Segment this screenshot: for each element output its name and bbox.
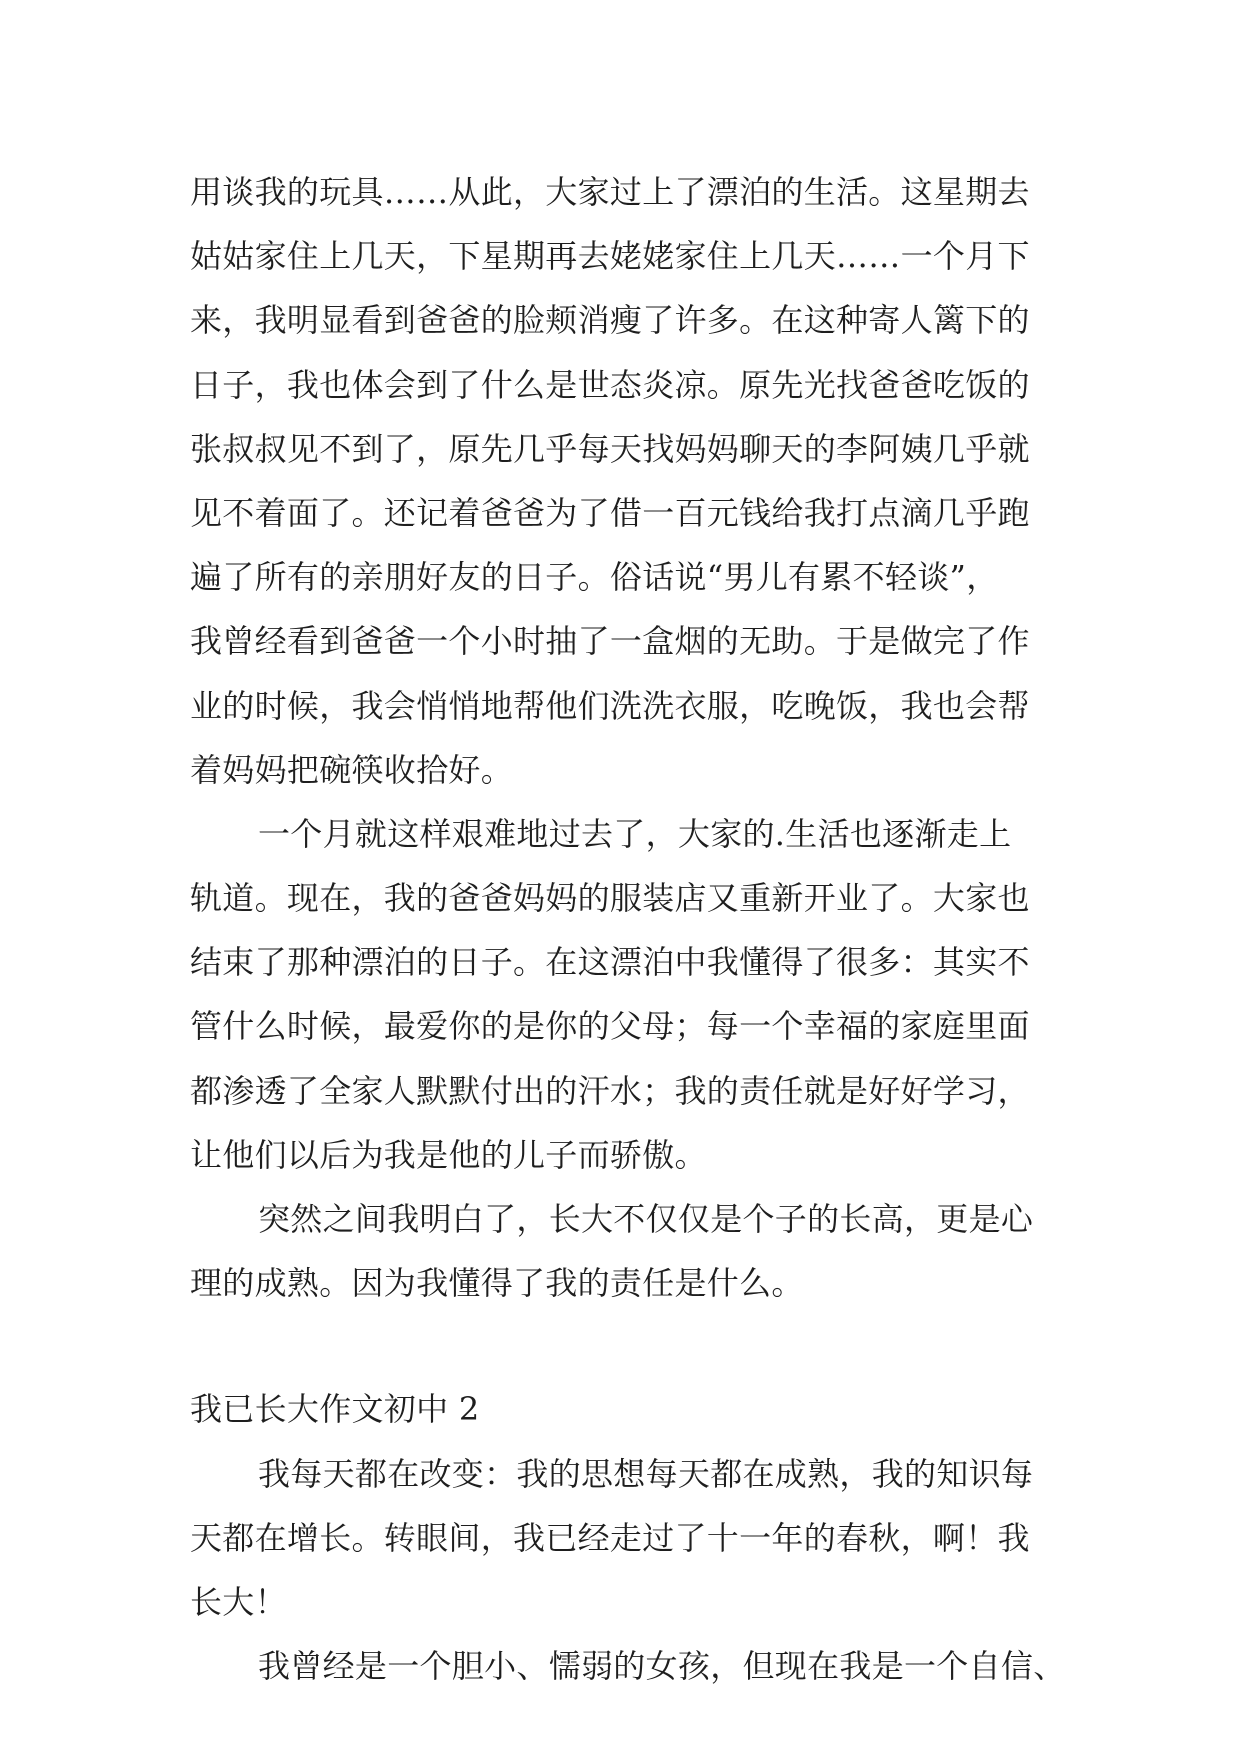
text-line: 来，我明显看到爸爸的脸颊消瘦了许多。在这种寄人篱下的 (190, 301, 1030, 340)
section-paragraph-2 (190, 1634, 1066, 1698)
text-line: 业的时候，我会悄悄地帮他们洗洗衣服，吃晚饭，我也会帮 (190, 686, 1030, 725)
text-line: 长大！ (190, 1582, 287, 1621)
text-line: 都渗透了全家人默默付出的汗水；我的责任就是好好学习， (190, 1071, 1030, 1110)
text-line: 我曾经看到爸爸一个小时抽了一盒烟的无助。于是做完了作 (190, 622, 1030, 661)
section-title: 我已长大作文初中 2 (190, 1390, 480, 1429)
paragraph-2 (190, 802, 1060, 1187)
text-line: 我每天都在改变：我的思想每天都在成熟，我的知识每 (258, 1454, 1034, 1493)
text-line: 用谈我的玩具……从此，大家过上了漂泊的生活。这星期去 (190, 173, 1030, 211)
section-spacer (190, 1315, 1060, 1377)
text-line: 突然之间我明白了，长大不仅仅是个子的长高，更是心 (258, 1200, 1034, 1238)
text-line: 遍了所有的亲朋好友的日子。俗话说“男儿有累不轻谈”， (190, 558, 999, 597)
paragraph-3 (190, 1187, 1060, 1315)
section-paragraph-1 (190, 1442, 1060, 1635)
text-line: 张叔叔见不到了，原先几乎每天找妈妈聊天的李阿姨几乎就 (190, 429, 1030, 468)
text-line: 一个月就这样艰难地过去了，大家的.生活也逐渐走上 (258, 814, 1012, 853)
text-line: 管什么时候，最爱你的是你的父母；每一个幸福的家庭里面 (190, 1007, 1030, 1046)
text-line: 轨道。现在，我的爸爸妈妈的服装店又重新开业了。大家也 (190, 879, 1030, 918)
paragraph-1 (190, 160, 1060, 802)
text-line: 见不着面了。还记着爸爸为了借一百元钱给我打点滴几乎跑 (190, 493, 1030, 532)
text-line: 日子，我也体会到了什么是世态炎凉。原先光找爸爸吃饭的 (190, 365, 1030, 404)
document-body (190, 160, 1066, 1698)
text-line: 姑姑家住上几天，下星期再去姥姥家住上几天……一个月下 (190, 237, 1030, 276)
text-line: 让他们以后为我是他的儿子而骄傲。 (190, 1135, 707, 1174)
text-line: 理的成熟。因为我懂得了我的责任是什么。 (190, 1264, 804, 1303)
text-line: 着妈妈把碗筷收拾好。 (190, 750, 514, 789)
text-line: 结束了那种漂泊的日子。在这漂泊中我懂得了很多：其实不 (190, 943, 1030, 982)
text-line: 我曾经是一个胆小、懦弱的女孩，但现在我是一个自信、 (258, 1647, 1066, 1686)
text-line: 天都在增长。转眼间，我已经走过了十一年的春秋，啊！我 (190, 1518, 1030, 1557)
